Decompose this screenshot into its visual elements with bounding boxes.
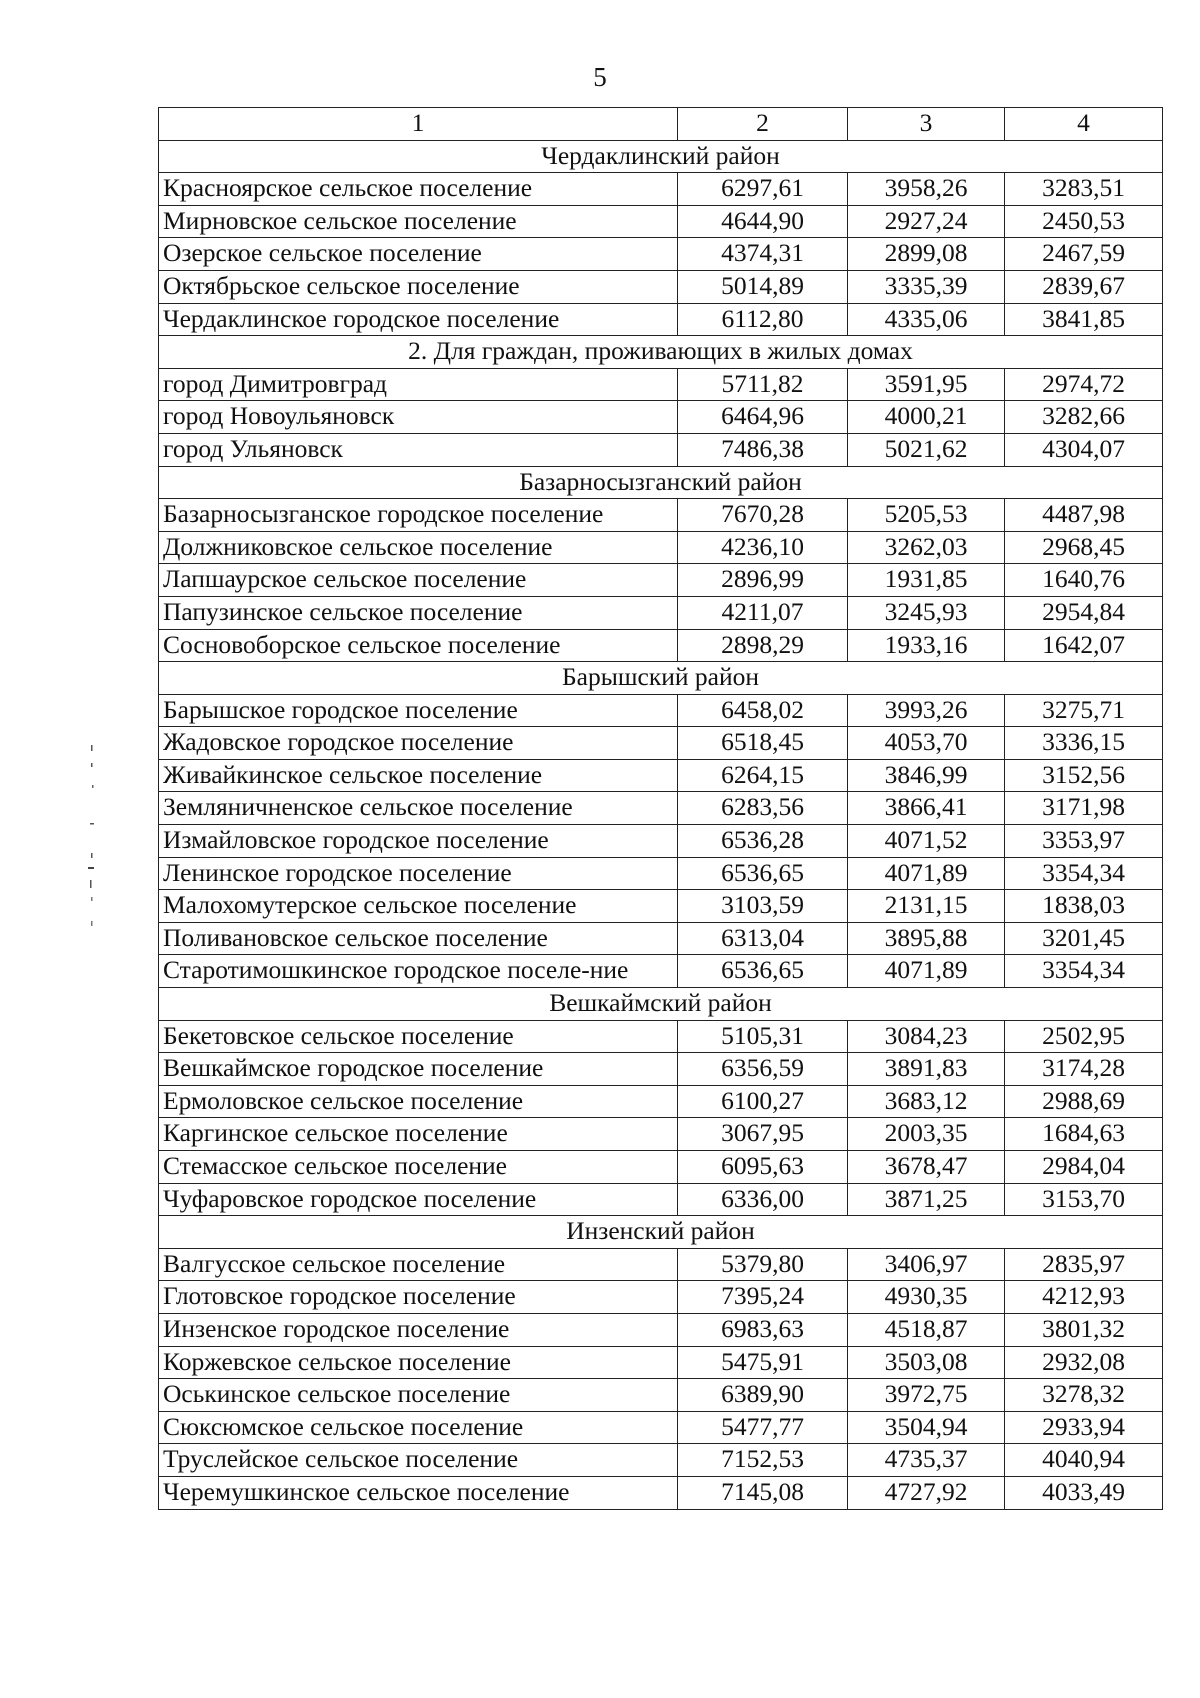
value-col-3-cell: 5021,62 [848, 433, 1005, 466]
value-col-4-cell: 4304,07 [1005, 433, 1163, 466]
value-col-3-cell: 4518,87 [848, 1313, 1005, 1346]
value-col-4-cell: 1838,03 [1005, 890, 1163, 923]
value-col-4-cell: 3278,32 [1005, 1379, 1163, 1412]
table-row [159, 1379, 1163, 1412]
value-col-3-cell: 3504,94 [848, 1411, 1005, 1444]
value-col-4-cell: 2954,84 [1005, 596, 1163, 629]
table-row [159, 238, 1163, 271]
table-header [159, 108, 1163, 141]
settlement-name-cell: Сосновоборское сельское поселение [159, 629, 678, 662]
value-col-3-cell: 4071,89 [848, 857, 1005, 890]
value-col-3-cell: 4053,70 [848, 727, 1005, 760]
table-row [159, 303, 1163, 336]
scan-specks [85, 745, 101, 975]
value-col-4-cell: 3275,71 [1005, 694, 1163, 727]
table-row [159, 629, 1163, 662]
value-col-3-cell: 3993,26 [848, 694, 1005, 727]
value-col-2-cell: 6536,28 [678, 825, 848, 858]
value-col-2-cell: 7486,38 [678, 433, 848, 466]
value-col-2-cell: 6389,90 [678, 1379, 848, 1412]
settlement-name-cell: Живайкинское сельское поселение [159, 759, 678, 792]
header-col-2: 2 [678, 108, 848, 141]
value-col-3-cell: 2899,08 [848, 238, 1005, 271]
value-col-2-cell: 6536,65 [678, 955, 848, 988]
value-col-2-cell: 7670,28 [678, 499, 848, 532]
settlement-name-cell: Сюксюмское сельское поселение [159, 1411, 678, 1444]
section-heading: Инзенский район [159, 1216, 1163, 1249]
table-row [159, 1151, 1163, 1184]
value-col-3-cell: 3262,03 [848, 531, 1005, 564]
section-row [159, 662, 1163, 695]
value-col-4-cell: 2988,69 [1005, 1085, 1163, 1118]
value-col-2-cell: 5475,91 [678, 1346, 848, 1379]
value-col-2-cell: 4236,10 [678, 531, 848, 564]
settlement-name-cell: Озерское сельское поселение [159, 238, 678, 271]
settlement-name-cell: Чуфаровское городское поселение [159, 1183, 678, 1216]
value-col-4-cell: 3282,66 [1005, 401, 1163, 434]
value-col-4-cell: 3171,98 [1005, 792, 1163, 825]
value-col-4-cell: 1640,76 [1005, 564, 1163, 597]
table-row [159, 1183, 1163, 1216]
value-col-3-cell: 3503,08 [848, 1346, 1005, 1379]
section-row [159, 1216, 1163, 1249]
value-col-4-cell: 2932,08 [1005, 1346, 1163, 1379]
value-col-2-cell: 6336,00 [678, 1183, 848, 1216]
value-col-2-cell: 4644,90 [678, 205, 848, 238]
settlement-name-cell: Лапшаурское сельское поселение [159, 564, 678, 597]
table-row [159, 531, 1163, 564]
table-row [159, 1476, 1163, 1509]
value-col-4-cell: 3174,28 [1005, 1053, 1163, 1086]
value-col-2-cell: 6458,02 [678, 694, 848, 727]
value-col-2-cell: 2896,99 [678, 564, 848, 597]
value-col-3-cell: 3871,25 [848, 1183, 1005, 1216]
table-body [159, 140, 1163, 1509]
value-col-2-cell: 5105,31 [678, 1020, 848, 1053]
header-col-3: 3 [848, 108, 1005, 141]
settlement-name-cell: Старотимошкинское городское поселе-ние [159, 955, 678, 988]
settlement-name-cell: город Ульяновск [159, 433, 678, 466]
value-col-4-cell: 3336,15 [1005, 727, 1163, 760]
value-col-3-cell: 4735,37 [848, 1444, 1005, 1477]
value-col-3-cell: 3678,47 [848, 1151, 1005, 1184]
settlement-name-cell: Коржевское сельское поселение [159, 1346, 678, 1379]
value-col-4-cell: 3153,70 [1005, 1183, 1163, 1216]
value-col-2-cell: 6100,27 [678, 1085, 848, 1118]
value-col-4-cell: 3354,34 [1005, 857, 1163, 890]
value-col-3-cell: 3245,93 [848, 596, 1005, 629]
settlement-name-cell: Вешкаймское городское поселение [159, 1053, 678, 1086]
table-row [159, 857, 1163, 890]
settlement-name-cell: Стемасское сельское поселение [159, 1151, 678, 1184]
value-col-3-cell: 4727,92 [848, 1476, 1005, 1509]
table-row [159, 1313, 1163, 1346]
value-col-2-cell: 4211,07 [678, 596, 848, 629]
value-col-3-cell: 4071,89 [848, 955, 1005, 988]
section-heading: Чердаклинский район [159, 140, 1163, 173]
settlement-name-cell: Красноярское сельское поселение [159, 173, 678, 206]
value-col-2-cell: 5477,77 [678, 1411, 848, 1444]
header-col-4: 4 [1005, 108, 1163, 141]
value-col-2-cell: 7152,53 [678, 1444, 848, 1477]
value-col-4-cell: 2984,04 [1005, 1151, 1163, 1184]
value-col-4-cell: 4040,94 [1005, 1444, 1163, 1477]
table-row [159, 759, 1163, 792]
value-col-2-cell: 6112,80 [678, 303, 848, 336]
value-col-3-cell: 3972,75 [848, 1379, 1005, 1412]
table-row [159, 1411, 1163, 1444]
table-row [159, 1020, 1163, 1053]
table-row [159, 1053, 1163, 1086]
value-col-4-cell: 3801,32 [1005, 1313, 1163, 1346]
value-col-2-cell: 6356,59 [678, 1053, 848, 1086]
value-col-2-cell: 4374,31 [678, 238, 848, 271]
table-row [159, 401, 1163, 434]
value-col-4-cell: 2835,97 [1005, 1248, 1163, 1281]
value-col-4-cell: 3152,56 [1005, 759, 1163, 792]
value-col-2-cell: 6536,65 [678, 857, 848, 890]
section-heading: Барышский район [159, 662, 1163, 695]
table-row [159, 270, 1163, 303]
value-col-2-cell: 7145,08 [678, 1476, 848, 1509]
settlement-name-cell: город Димитровград [159, 368, 678, 401]
value-col-4-cell: 3353,97 [1005, 825, 1163, 858]
settlement-name-cell: Базарносызганское городское поселение [159, 499, 678, 532]
settlement-name-cell: Ленинское городское поселение [159, 857, 678, 890]
table-row [159, 825, 1163, 858]
value-col-3-cell: 2131,15 [848, 890, 1005, 923]
table-row [159, 1346, 1163, 1379]
settlement-name-cell: Папузинское сельское поселение [159, 596, 678, 629]
value-col-2-cell: 6297,61 [678, 173, 848, 206]
section-row [159, 466, 1163, 499]
table-row [159, 727, 1163, 760]
value-col-2-cell: 6095,63 [678, 1151, 848, 1184]
settlement-name-cell: Малохомутерское сельское поселение [159, 890, 678, 923]
table-row [159, 792, 1163, 825]
value-col-4-cell: 4487,98 [1005, 499, 1163, 532]
table-row [159, 368, 1163, 401]
value-col-4-cell: 2974,72 [1005, 368, 1163, 401]
settlement-name-cell: Оськинское сельское поселение [159, 1379, 678, 1412]
value-col-3-cell: 4071,52 [848, 825, 1005, 858]
table-row [159, 1248, 1163, 1281]
value-col-2-cell: 6464,96 [678, 401, 848, 434]
value-col-2-cell: 6264,15 [678, 759, 848, 792]
value-col-4-cell: 4212,93 [1005, 1281, 1163, 1314]
value-col-3-cell: 3683,12 [848, 1085, 1005, 1118]
value-col-3-cell: 3866,41 [848, 792, 1005, 825]
value-col-3-cell: 4335,06 [848, 303, 1005, 336]
header-col-1: 1 [159, 108, 678, 141]
value-col-3-cell: 1931,85 [848, 564, 1005, 597]
value-col-4-cell: 3201,45 [1005, 922, 1163, 955]
value-col-3-cell: 3084,23 [848, 1020, 1005, 1053]
value-col-3-cell: 2003,35 [848, 1118, 1005, 1151]
settlement-name-cell: Измайловское городское поселение [159, 825, 678, 858]
value-col-3-cell: 3591,95 [848, 368, 1005, 401]
section-heading: 2. Для граждан, проживающих в жилых домах [159, 336, 1163, 369]
value-col-4-cell: 4033,49 [1005, 1476, 1163, 1509]
value-col-2-cell: 6983,63 [678, 1313, 848, 1346]
value-col-4-cell: 2933,94 [1005, 1411, 1163, 1444]
value-col-3-cell: 3406,97 [848, 1248, 1005, 1281]
value-col-2-cell: 3067,95 [678, 1118, 848, 1151]
header-row [159, 108, 1163, 141]
page-number: 5 [593, 62, 607, 92]
settlement-name-cell: Каргинское сельское поселение [159, 1118, 678, 1151]
section-row [159, 140, 1163, 173]
table-row [159, 890, 1163, 923]
value-col-4-cell: 3283,51 [1005, 173, 1163, 206]
value-col-3-cell: 4000,21 [848, 401, 1005, 434]
tariff-table [158, 107, 1163, 1510]
table-row [159, 1444, 1163, 1477]
table-row [159, 1118, 1163, 1151]
settlement-name-cell: Ермоловское сельское поселение [159, 1085, 678, 1118]
value-col-4-cell: 1684,63 [1005, 1118, 1163, 1151]
value-col-4-cell: 2467,59 [1005, 238, 1163, 271]
table-row [159, 564, 1163, 597]
settlement-name-cell: Чердаклинское городское поселение [159, 303, 678, 336]
value-col-4-cell: 2450,53 [1005, 205, 1163, 238]
value-col-2-cell: 6518,45 [678, 727, 848, 760]
value-col-4-cell: 2839,67 [1005, 270, 1163, 303]
value-col-2-cell: 3103,59 [678, 890, 848, 923]
settlement-name-cell: Жадовское городское поселение [159, 727, 678, 760]
value-col-4-cell: 1642,07 [1005, 629, 1163, 662]
settlement-name-cell: Глотовское городское поселение [159, 1281, 678, 1314]
value-col-3-cell: 5205,53 [848, 499, 1005, 532]
value-col-4-cell: 3354,34 [1005, 955, 1163, 988]
settlement-name-cell: Труслейское сельское поселение [159, 1444, 678, 1477]
settlement-name-cell: Инзенское городское поселение [159, 1313, 678, 1346]
table-row [159, 433, 1163, 466]
settlement-name-cell: Мирновское сельское поселение [159, 205, 678, 238]
value-col-2-cell: 5014,89 [678, 270, 848, 303]
table-row [159, 694, 1163, 727]
settlement-name-cell: Бекетовское сельское поселение [159, 1020, 678, 1053]
value-col-3-cell: 3958,26 [848, 173, 1005, 206]
value-col-4-cell: 3841,85 [1005, 303, 1163, 336]
value-col-3-cell: 4930,35 [848, 1281, 1005, 1314]
value-col-2-cell: 6313,04 [678, 922, 848, 955]
settlement-name-cell: Поливановское сельское поселение [159, 922, 678, 955]
value-col-3-cell: 3891,83 [848, 1053, 1005, 1086]
value-col-3-cell: 1933,16 [848, 629, 1005, 662]
table-row [159, 1085, 1163, 1118]
table-row [159, 205, 1163, 238]
settlement-name-cell: Барышское городское поселение [159, 694, 678, 727]
settlement-name-cell: Должниковское сельское поселение [159, 531, 678, 564]
value-col-2-cell: 2898,29 [678, 629, 848, 662]
settlement-name-cell: Земляничненское сельское поселение [159, 792, 678, 825]
table-row [159, 173, 1163, 206]
table-row [159, 922, 1163, 955]
value-col-2-cell: 5711,82 [678, 368, 848, 401]
table-row [159, 596, 1163, 629]
section-row [159, 988, 1163, 1021]
table-row [159, 1281, 1163, 1314]
table-row [159, 955, 1163, 988]
value-col-3-cell: 2927,24 [848, 205, 1005, 238]
value-col-4-cell: 2502,95 [1005, 1020, 1163, 1053]
value-col-4-cell: 2968,45 [1005, 531, 1163, 564]
settlement-name-cell: Валгусское сельское поселение [159, 1248, 678, 1281]
value-col-3-cell: 3846,99 [848, 759, 1005, 792]
table-row [159, 499, 1163, 532]
value-col-3-cell: 3895,88 [848, 922, 1005, 955]
value-col-2-cell: 6283,56 [678, 792, 848, 825]
settlement-name-cell: город Новоульяновск [159, 401, 678, 434]
section-heading: Базарносызганский район [159, 466, 1163, 499]
value-col-3-cell: 3335,39 [848, 270, 1005, 303]
value-col-2-cell: 7395,24 [678, 1281, 848, 1314]
value-col-2-cell: 5379,80 [678, 1248, 848, 1281]
settlement-name-cell: Октябрьское сельское поселение [159, 270, 678, 303]
section-heading: Вешкаймский район [159, 988, 1163, 1021]
section-row [159, 336, 1163, 369]
settlement-name-cell: Черемушкинское сельское поселение [159, 1476, 678, 1509]
